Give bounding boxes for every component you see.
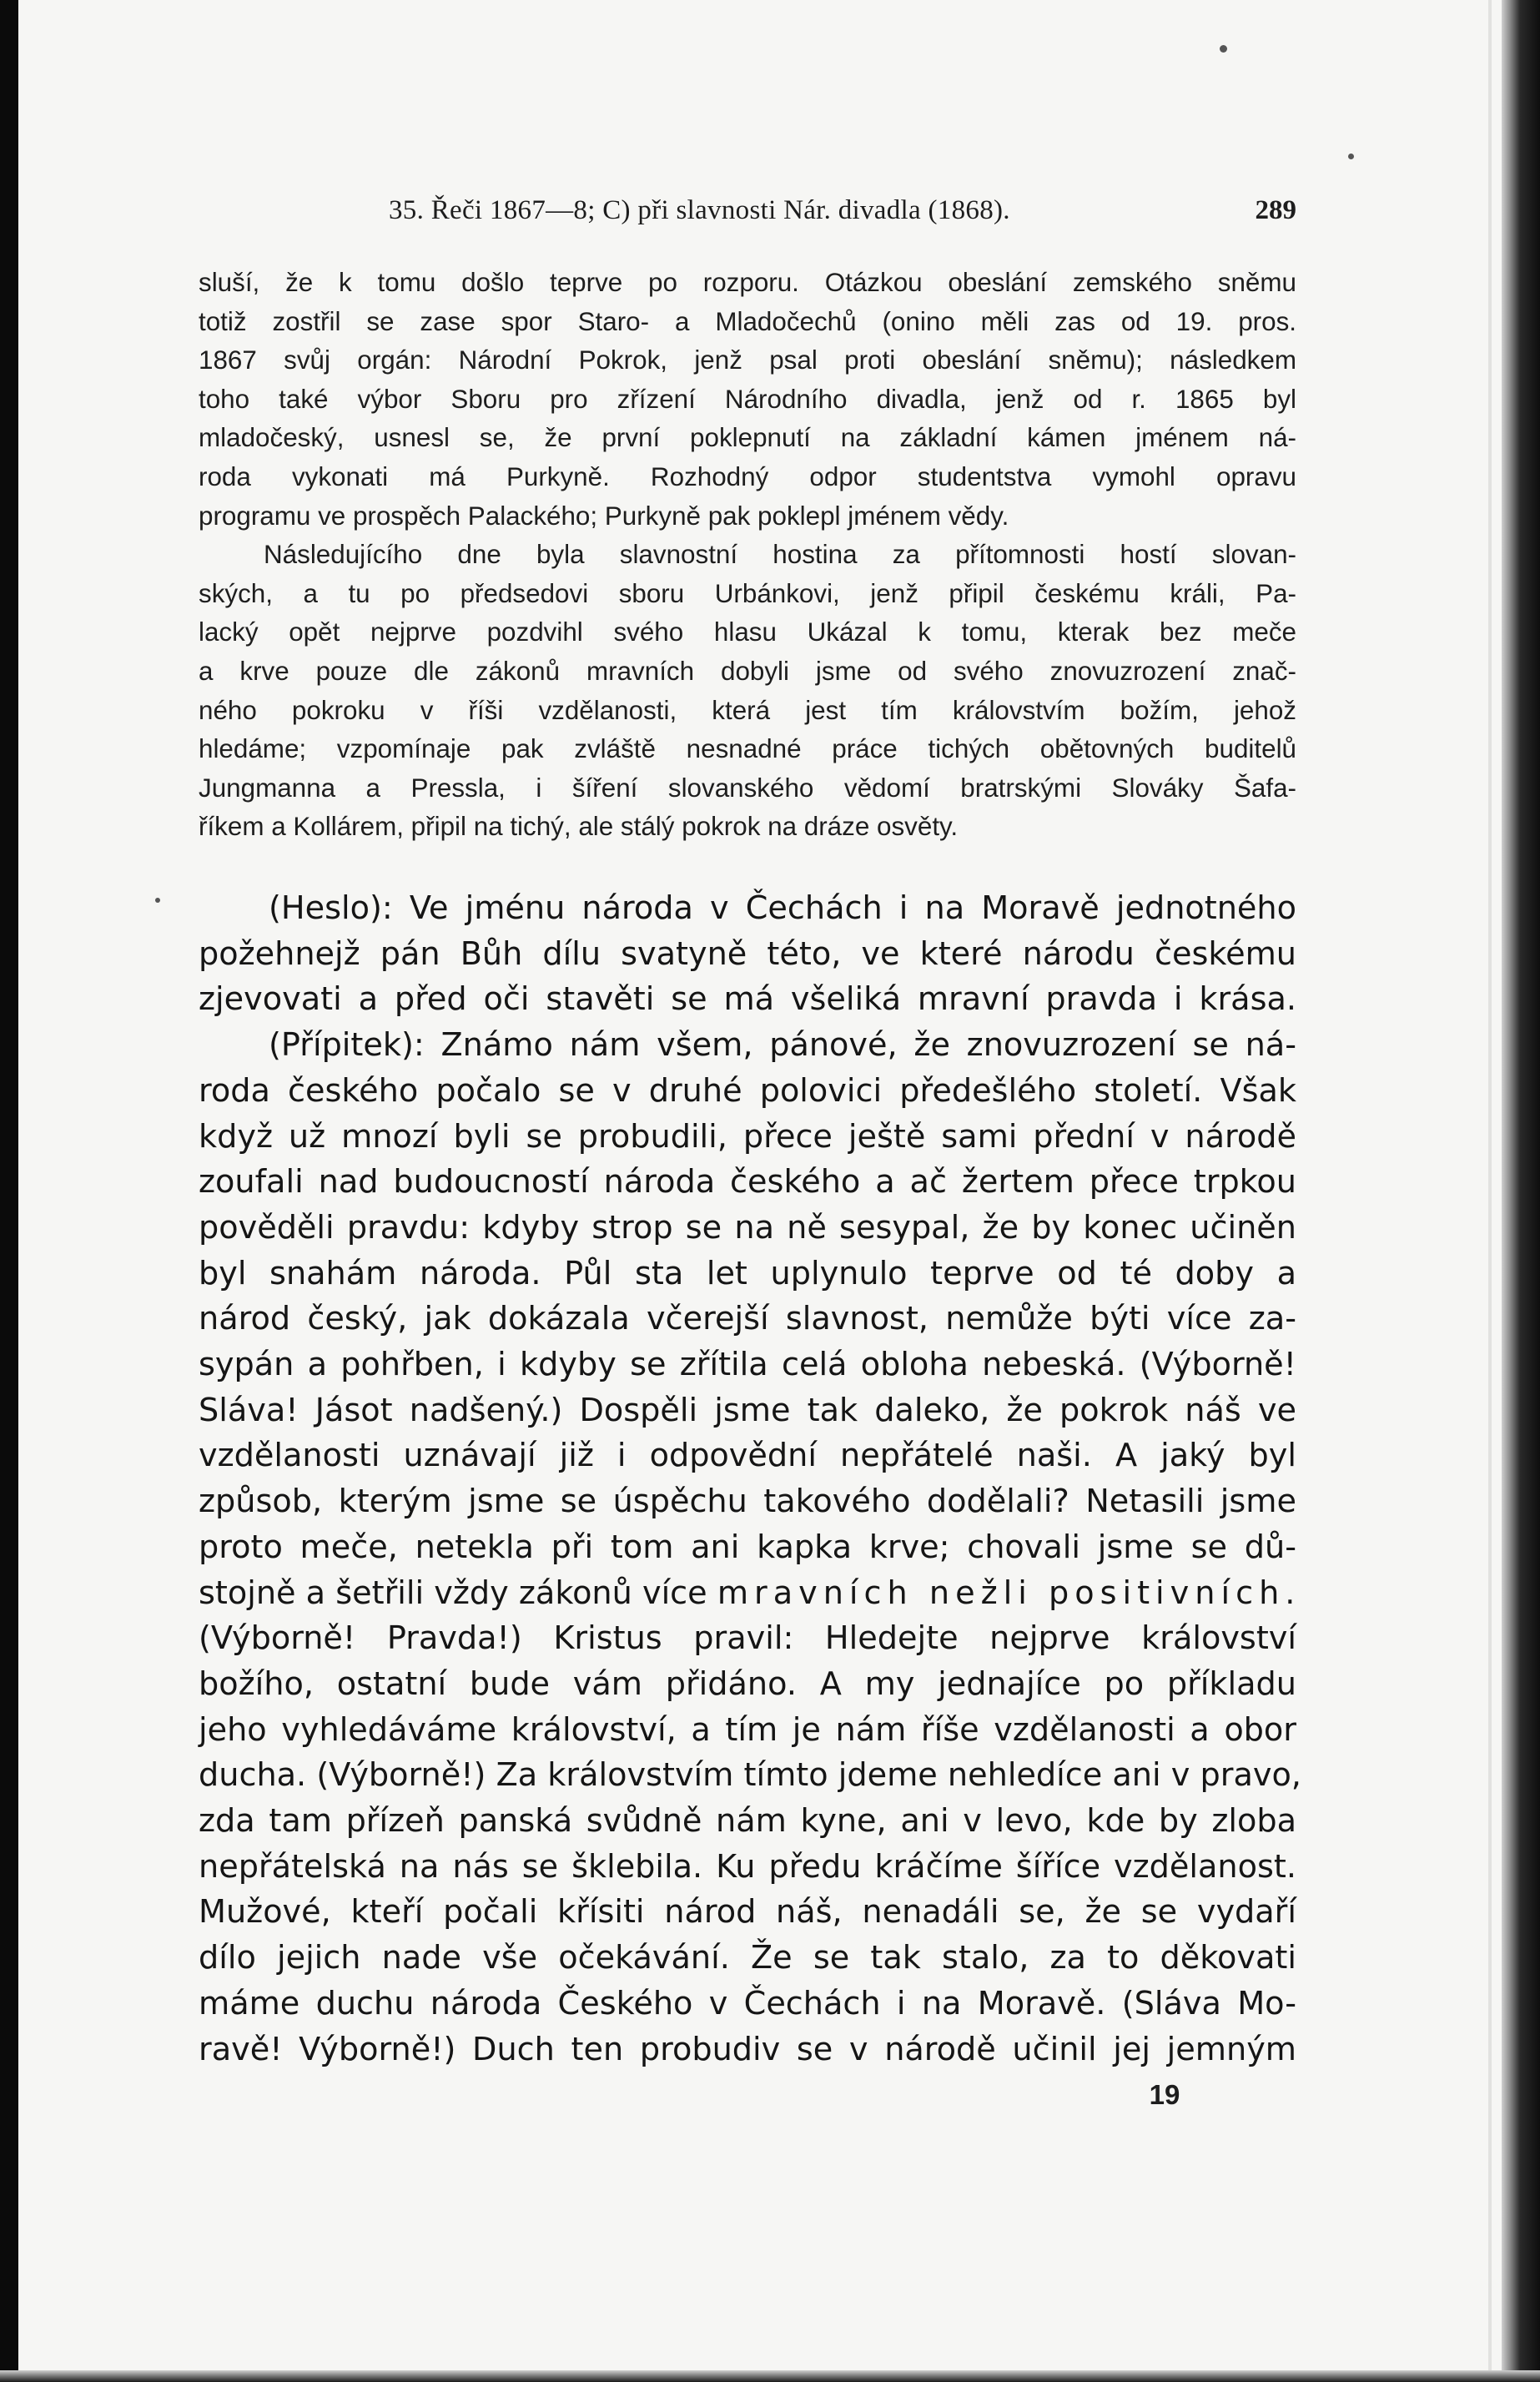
note-line: 1867 svůj orgán: Národní Pokrok, jenž psal proti obeslání sněmu); následkem [199, 345, 1296, 375]
note-line: roda vykonati má Purkyně. Rozhodný odpor studentstva vymohl opravu [199, 461, 1296, 491]
speech-line: (Heslo): Ve jménu národa v Čechách i na Moravě jednotného [269, 890, 1296, 927]
speech-line: způsob, kterým jsme se úspěchu takového dodělali? Netasili jsme [199, 1483, 1296, 1521]
speech-text [199, 886, 1301, 2072]
speech-line: když už mnozí byli se probudili, přece ještě sami přední v národě [199, 1118, 1296, 1156]
scan-page-fold [1488, 0, 1492, 2382]
note-line: říkem a Kollárem, připil na tichý, ale stálý pokrok na dráze osvěty. [199, 812, 959, 842]
speech-line: požehnejž pán Bůh dílu svatyně této, ve které národu českému [199, 935, 1296, 973]
note-line: Následujícího dne byla slavnostní hostina za přítomnosti hostí slovan- [264, 540, 1296, 570]
scan-right-edge [1502, 0, 1540, 2382]
note-paragraph [199, 536, 1296, 847]
note-line: ného pokroku v říši vzdělanosti, která jest tím královstvím božím, jehož [199, 695, 1296, 725]
note-paragraph [199, 264, 1296, 536]
dust-speck [1348, 154, 1354, 159]
speech-line: zda tam přízeň panská svůdně nám kyne, ani v levo, kde by zloba [199, 1803, 1296, 1841]
running-header [389, 195, 1296, 232]
speech-line: máme duchu národa Českého v Čechách i na Moravě. (Sláva Mo- [199, 1985, 1296, 2022]
dust-speck [1220, 45, 1227, 53]
speech-line: (Přípitek): Známo nám všem, pánové, že znovuzrození se ná- [269, 1027, 1296, 1065]
note-line: totiž zostřil se zase spor Staro- a Mladočechů (onino měli zas od 19. pros. [199, 306, 1296, 336]
speech-line: jeho vyhledáváme království, a tím je nám říše vzdělanosti a obor [199, 1711, 1296, 1749]
speech-line: dílo jejich nade vše očekávání. Že se tak stalo, za to děkovati [199, 1940, 1296, 1977]
note-line: hledáme; vzpomínaje pak zvláště nesnadné práce tichých obětovných buditelů [199, 734, 1296, 764]
note-line: programu ve prospěch Palackého; Purkyně pak poklepl jménem vědy. [199, 501, 1009, 531]
note-line: lacký opět nejprve pozdvihl svého hlasu Ukázal k tomu, kterak bez meče [199, 617, 1296, 647]
speech-line: národ český, jak dokázala včerejší slavnost, nemůže býti více za- [199, 1301, 1296, 1338]
note-line: a krve pouze dle zákonů mravních dobyli jsme od svého znovuzrození znač- [199, 656, 1296, 686]
speech-line: nepřátelská na nás se šklebila. Ku předu kráčíme šíříce vzdělanost. [199, 1848, 1296, 1886]
spaced-line-prefix: stojně a šetřili vždy zákonů více [199, 1574, 707, 1612]
scan-bottom-edge [0, 2370, 1540, 2382]
note-line: ských, a tu po předsedovi sboru Urbánkovi, jenž připil českému králi, Pa- [199, 578, 1296, 608]
page-number: 289 [1255, 195, 1296, 225]
printer-signature: 19 [1149, 2079, 1180, 2110]
speech-line: božího, ostatní bude vám přidáno. A my jednajíce po příkladu [199, 1665, 1296, 1703]
note-line: mladočeský, usnesl se, že první poklepnutí na základní kámen jménem ná- [199, 423, 1296, 453]
speech-line-spaced [199, 1571, 1301, 1617]
note-line: Jungmanna a Pressla, i šíření slovanského vědomí bratrskými Slováky Šafa- [199, 773, 1296, 803]
note-line: sluší, že k tomu došlo teprve po rozporu. Otázkou obeslání zemského sněmu [199, 268, 1296, 297]
note-line: toho také výbor Sboru pro zřízení Národního divadla, jenž od r. 1865 byl [199, 384, 1296, 414]
speech-line: (Výborně! Pravda!) Kristus pravil: Hledejte nejprve království [199, 1620, 1296, 1658]
speech-line: sypán a pohřben, i kdyby se zřítila celá obloha nebeská. (Výborně! [199, 1347, 1296, 1384]
speech-line: proto meče, netekla při tom ani kapka krve; chovali jsme se dů- [199, 1528, 1296, 1566]
speech-line: byl snahám národa. Půl sta let uplynulo teprve od té doby a [199, 1255, 1296, 1292]
scan-left-edge [0, 0, 18, 2382]
speech-line: zjevovati a před oči stavěti se má všeliká mravní pravda i krása. [199, 981, 1296, 1019]
toast-paragraph [199, 1023, 1301, 2072]
speech-line: ducha. (Výborně!) Za královstvím tímto jdeme nehledíce ani v pravo, [199, 1757, 1301, 1795]
speech-line: zoufali nad budoucností národa českého a ač žertem přece trpkou [199, 1164, 1296, 1201]
speech-line: Sláva! Jásot nadšený.) Dospěli jsme tak daleko, že pokrok náš ve [199, 1392, 1296, 1429]
speech-line: pověděli pravdu: kdyby strop se na ně sesypal, že by konec učiněn [199, 1209, 1296, 1246]
running-header-title: 35. Řeči 1867—8; C) při slavnosti Nár. divadla (1868). [389, 195, 1010, 225]
speech-line: ravě! Výborně!) Duch ten probudiv se v národě učinil jej jemným [199, 2031, 1296, 2068]
editorial-note [199, 264, 1296, 847]
motto-paragraph [199, 886, 1296, 1023]
speech-line: Mužové, kteří počali křísiti národ náš, nenadáli se, že se vydaří [199, 1894, 1296, 1931]
dust-speck [155, 898, 160, 903]
speech-line: roda českého počalo se v druhé polovici předešlého století. Však [199, 1072, 1296, 1110]
spaced-emphasis: mravních nežli positivních. [717, 1574, 1301, 1612]
speech-line: vzdělanosti uznávají již i odpovědní nepřátelé naši. A jaký byl [199, 1438, 1296, 1475]
